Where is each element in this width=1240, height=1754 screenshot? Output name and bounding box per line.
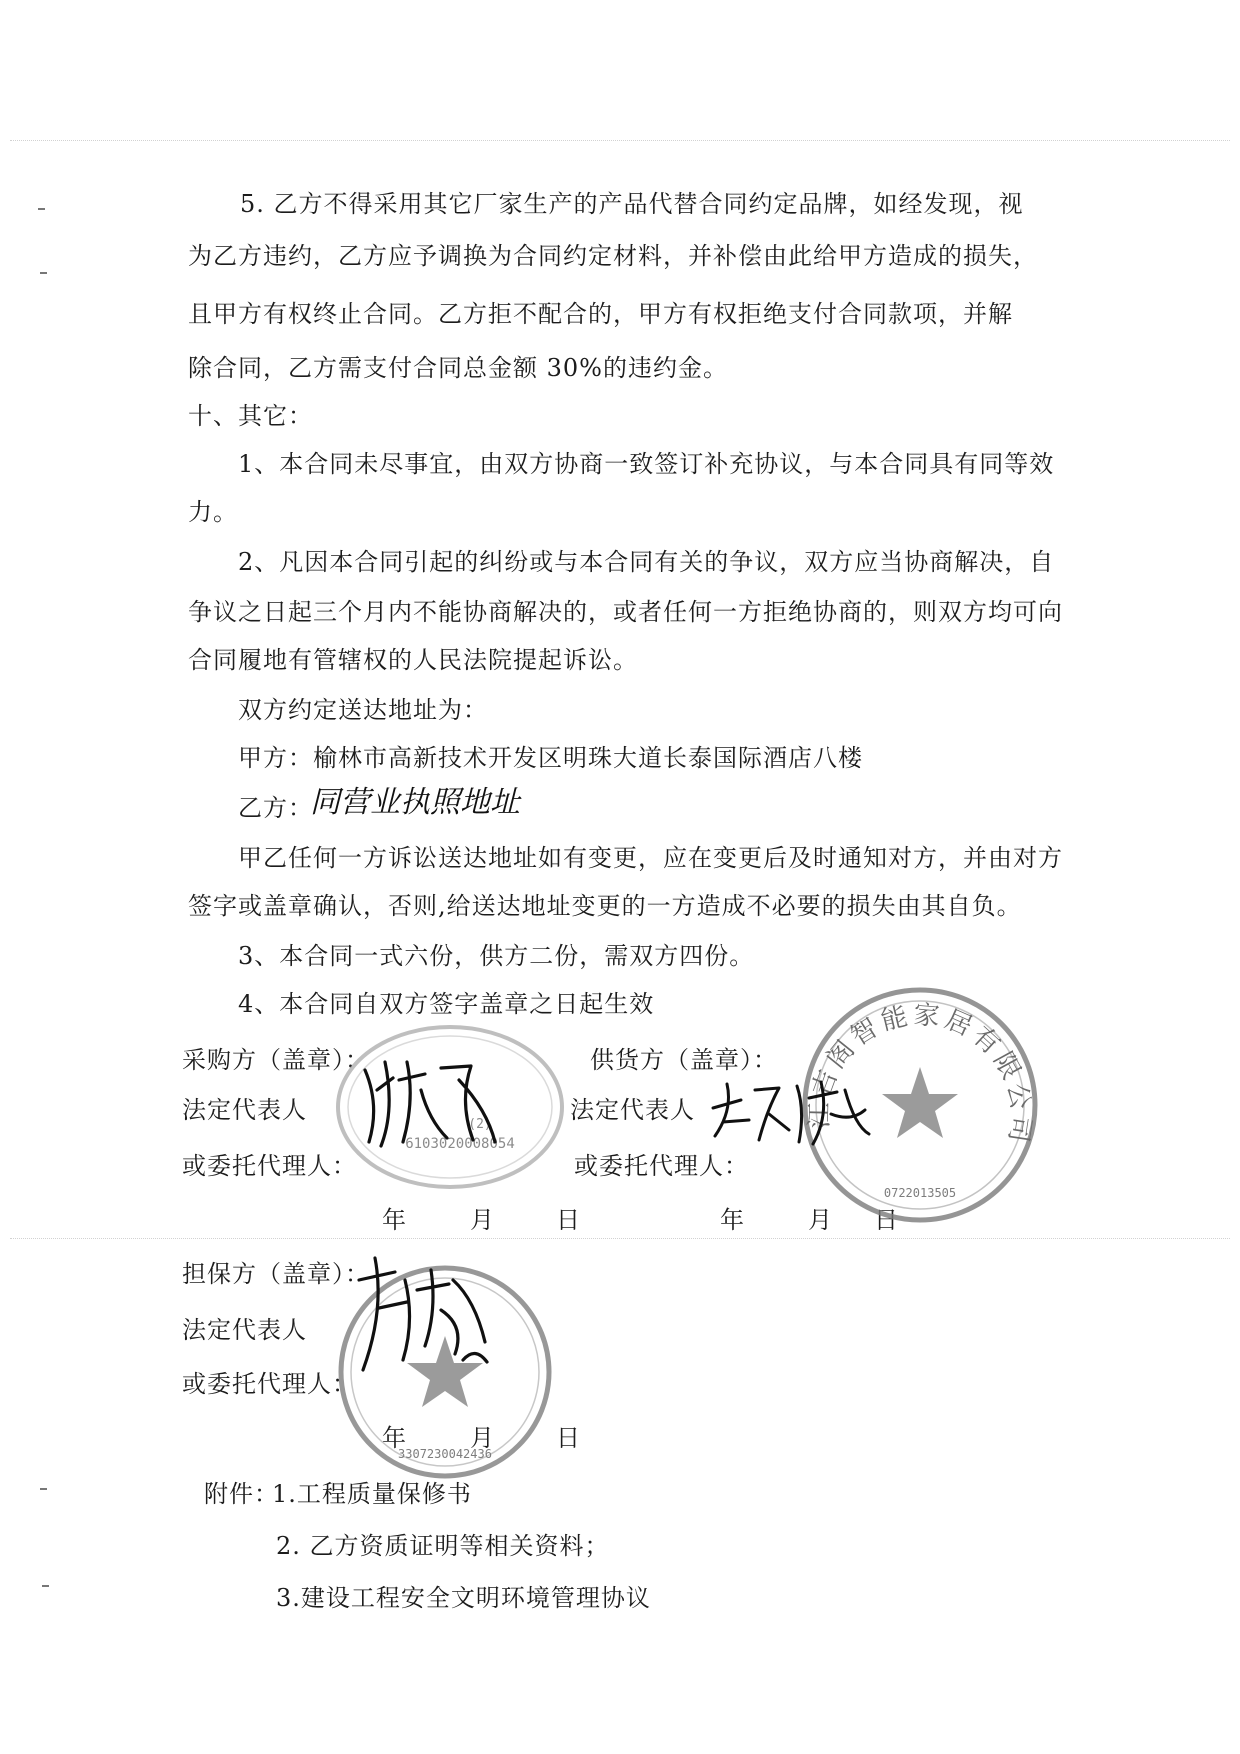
address-intro: 双方约定送达地址为： xyxy=(238,696,488,724)
guarantor-date-year: 年 xyxy=(382,1424,407,1452)
attachment-item: 2. 乙方资质证明等相关资料； xyxy=(276,1532,610,1560)
supplier-seal-star-icon xyxy=(882,1067,958,1138)
buyer-label: 采购方（盖章）： xyxy=(182,1046,370,1074)
scan-speck xyxy=(40,1488,47,1490)
attachment-item: 3.建设工程安全文明环境管理协议 xyxy=(276,1584,651,1612)
clause5-line: 且甲方有权终止合同。乙方拒不配合的，甲方有权拒绝支付合同款项，并解 xyxy=(188,300,1013,328)
item1-line: 1、本合同未尽事宜，由双方协商一致签订补充协议，与本合同具有同等效 xyxy=(238,450,1055,478)
scan-line xyxy=(10,140,1230,141)
supplier-date-month: 月 xyxy=(808,1206,833,1234)
guarantor-date-month: 月 xyxy=(470,1424,495,1452)
section-heading: 十、其它： xyxy=(188,402,313,430)
party-b-label: 乙方： xyxy=(238,794,313,822)
guarantor-label: 担保方（盖章）： xyxy=(182,1260,370,1288)
supplier-seal-number: 0722013505 xyxy=(883,1186,957,1200)
item2-line: 争议之日起三个月内不能协商解决的，或者任何一方拒绝协商的，则双方均可向 xyxy=(188,598,1063,626)
buyer-agent-label: 或委托代理人： xyxy=(182,1152,357,1180)
clause5-line: 除合同，乙方需支付合同总金额 30%的违约金。 xyxy=(188,354,728,382)
supplier-agent-label: 或委托代理人： xyxy=(574,1152,749,1180)
clause5-line: 为乙方违约，乙方应予调换为合同约定材料，并补偿由此给甲方造成的损失， xyxy=(188,242,1038,270)
guarantor-handwritten-signature xyxy=(345,1250,495,1380)
item4-effective: 4、本合同自双方签字盖章之日起生效 xyxy=(238,990,655,1018)
scan-speck xyxy=(40,272,47,274)
buyer-seal-sub: (2) xyxy=(468,1117,492,1132)
attachments-label: 附件： xyxy=(204,1480,279,1508)
guarantor-legal-rep-label: 法定代表人 xyxy=(182,1316,307,1344)
scan-speck xyxy=(38,208,45,210)
buyer-seal-number: 6103020008054 xyxy=(405,1136,515,1152)
supplier-date-day: 日 xyxy=(874,1206,899,1234)
guarantor-seal-number: 3307230042436 xyxy=(398,1447,492,1461)
party-b-handwritten-address: 同营业执照地址 xyxy=(310,785,520,820)
item3-copies: 3、本合同一式六份，供方二份，需双方四份。 xyxy=(238,942,755,970)
party-a-address: 甲方：榆林市高新技术开发区明珠大道长泰国际酒店八楼 xyxy=(238,744,863,772)
supplier-seal-text: 江吉阁智能家居有限公司 xyxy=(804,1000,1036,1149)
buyer-legal-rep-label: 法定代表人 xyxy=(182,1096,307,1124)
address-change-line: 签字或盖章确认，否则,给送达地址变更的一方造成不必要的损失由其自负。 xyxy=(188,892,1022,920)
buyer-date-year: 年 xyxy=(382,1206,407,1234)
scan-speck xyxy=(42,1585,49,1587)
supplier-date-year: 年 xyxy=(720,1206,745,1234)
supplier-handwritten-signature xyxy=(705,1070,875,1150)
item2-line: 合同履地有管辖权的人民法院提起诉讼。 xyxy=(188,646,638,674)
clause5-line: 5. 乙方不得采用其它厂家生产的产品代替合同约定品牌，如经发现，视 xyxy=(240,190,1024,218)
address-change-line: 甲乙任何一方诉讼送达地址如有变更，应在变更后及时通知对方，并由对方 xyxy=(238,844,1063,872)
item1-line: 力。 xyxy=(188,498,238,526)
buyer-handwritten-signature xyxy=(355,1050,505,1150)
supplier-legal-rep-label: 法定代表人 xyxy=(570,1096,695,1124)
buyer-date-day: 日 xyxy=(556,1206,581,1234)
scan-line xyxy=(10,1238,1230,1239)
guarantor-date-day: 日 xyxy=(556,1424,581,1452)
attachment-item: 1.工程质量保修书 xyxy=(272,1480,472,1508)
supplier-label: 供货方（盖章）： xyxy=(590,1046,778,1074)
buyer-date-month: 月 xyxy=(470,1206,495,1234)
item2-line: 2、凡因本合同引起的纠纷或与本合同有关的争议，双方应当协商解决，自 xyxy=(238,548,1055,576)
guarantor-agent-label: 或委托代理人： xyxy=(182,1370,357,1398)
